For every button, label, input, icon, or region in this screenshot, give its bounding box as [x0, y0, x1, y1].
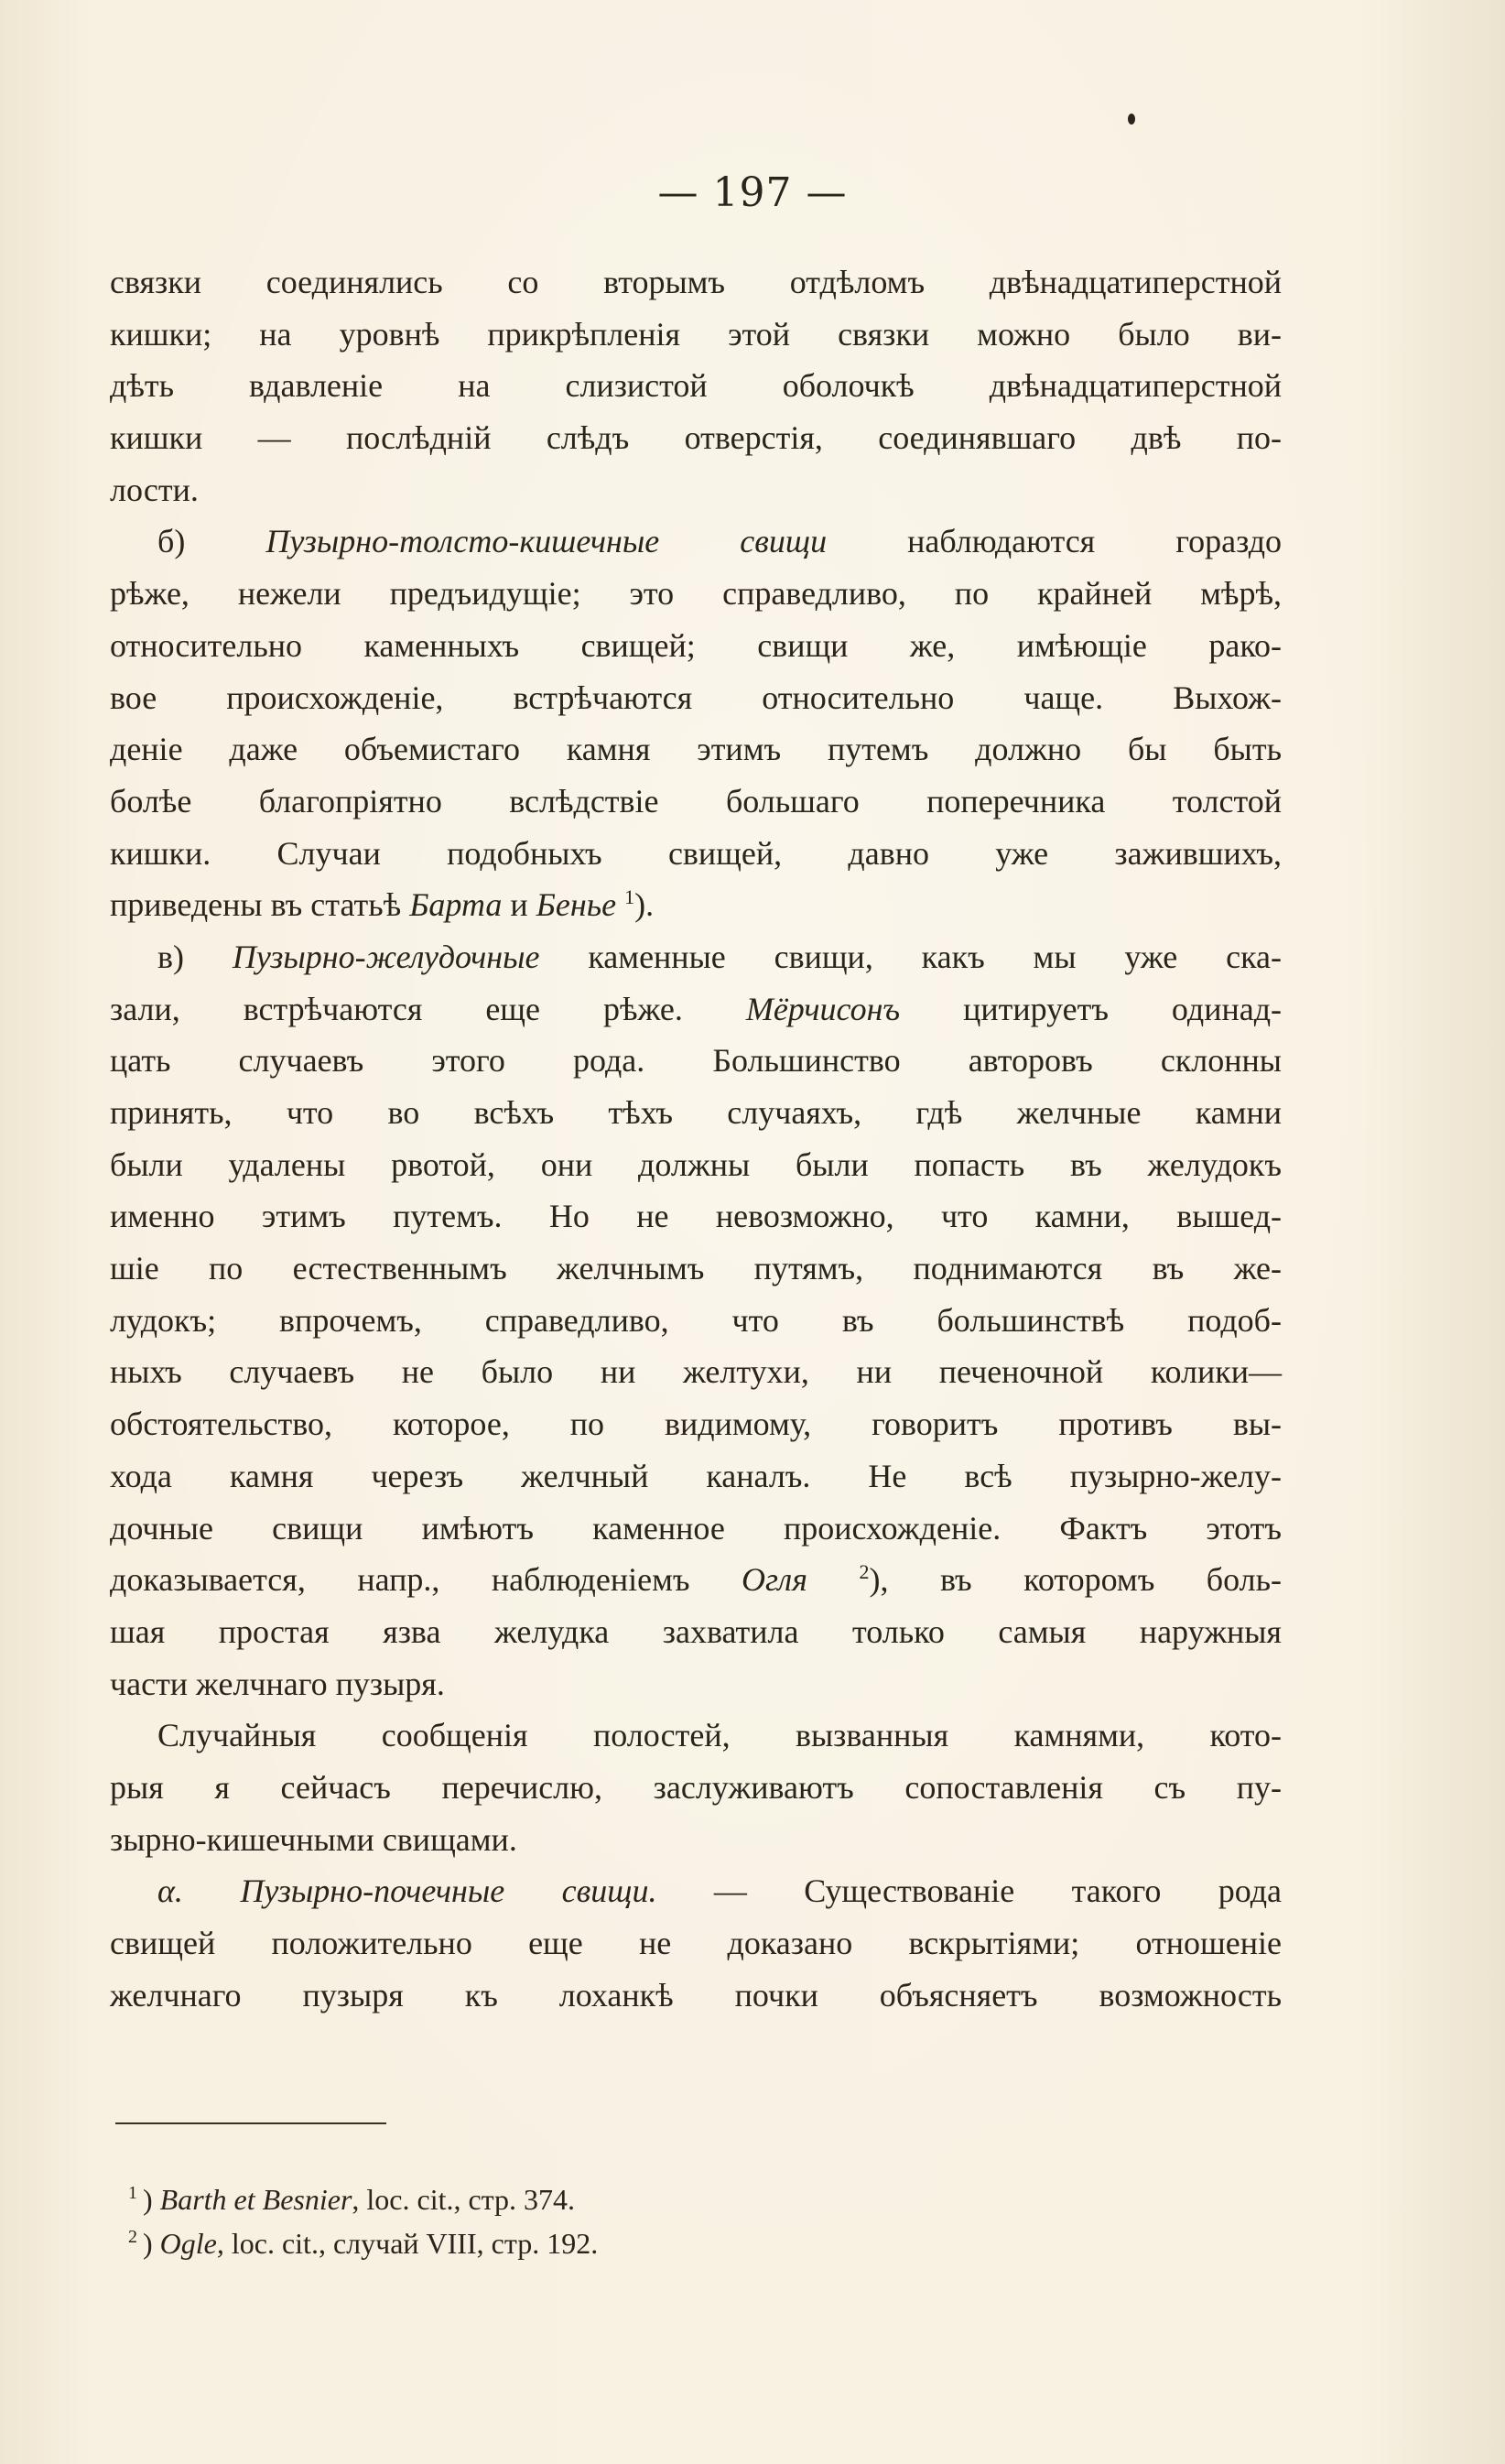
footnote-source: Barth et Besnier: [159, 2183, 352, 2216]
footnote-ref: 1: [624, 885, 635, 909]
text-line: кишки — послѣдній слѣдъ отверстія, соединявшаго двѣ по-: [110, 419, 1282, 457]
author-name: Огля: [741, 1561, 807, 1599]
footnote-source: Ogle,: [159, 2227, 224, 2260]
text-span: — Существованіе такого рода: [713, 1872, 1282, 1910]
text-line: кишки. Случаи подобныхъ свищей, давно уже зажившихъ,: [110, 834, 1282, 872]
text-span: приведены въ статьѣ: [110, 886, 402, 924]
text-line: ныхъ случаевъ не было ни желтухи, ни печеночной колики—: [110, 1353, 1282, 1391]
author-name: Мёрчисонъ: [745, 990, 901, 1027]
paragraph-v-first-line: [110, 931, 1282, 983]
footnotes: [128, 2177, 1227, 2265]
text-line: дочные свищи имѣютъ каменное происхожденіе. Фактъ этотъ: [110, 1509, 1282, 1547]
text-line: именно этимъ путемъ. Но не невозможно, что камни, вышед-: [110, 1198, 1282, 1235]
text-line: хода камня черезъ желчный каналъ. Не всѣ пузырно-желу-: [110, 1457, 1282, 1494]
footnote-paren: ): [143, 2183, 153, 2216]
author-name: Барта: [409, 886, 503, 924]
text-line: вое происхожденіе, встрѣчаются относительно чаще. Выхож-: [110, 678, 1282, 716]
footnote-text: , loc. cit., стр. 374.: [352, 2183, 576, 2216]
section-title: Пузырно-почечные свищи.: [240, 1872, 657, 1910]
text-span: цитируетъ одинад-: [963, 990, 1283, 1027]
page-number: — 197 —: [657, 169, 848, 216]
paragraph-b-first-line: [110, 516, 1282, 568]
footnote-divider: [115, 2122, 386, 2124]
text-line: желчнаго пузыря къ лоханкѣ почки объясняетъ возможность: [110, 1976, 1282, 2014]
footnote-item: [128, 2177, 1227, 2221]
paragraph-marker: α.: [157, 1872, 183, 1910]
text-line: свищей положительно еще не доказано вскрытіями; отношеніе: [110, 1925, 1282, 1961]
text-span: каменные свищи, какъ мы уже ска-: [588, 938, 1283, 975]
text-line: деніе даже объемистаго камня этимъ путемъ должно бы быть: [110, 731, 1282, 768]
text-span: и: [510, 886, 528, 924]
text-line: рыя я сейчасъ перечислю, заслуживаютъ сопоставленія съ пу-: [110, 1768, 1282, 1806]
text-line: принять, что во всѣхъ тѣхъ случаяхъ, гдѣ желчные камни: [110, 1094, 1282, 1131]
ink-speck: [1128, 114, 1135, 125]
footnote-text: loc. cit., случай VIII, стр. 192.: [223, 2227, 599, 2260]
text-line: цать случаевъ этого рода. Большинство авторовъ склонны: [110, 1042, 1282, 1080]
paragraph-v-second-line: [110, 983, 1282, 1036]
paragraph-alpha-first-line: [110, 1865, 1282, 1917]
paragraph-marker: б): [157, 523, 186, 560]
text-span: ), въ которомъ боль-: [869, 1561, 1283, 1599]
text-line: лости.: [110, 471, 199, 508]
footnote-paren: ): [143, 2227, 153, 2260]
text-line: лудокъ; впрочемъ, справедливо, что въ большинствѣ подоб-: [110, 1301, 1282, 1339]
section-title: Пузырно-толсто-кишечные свищи: [265, 523, 828, 560]
footnote-item: [128, 2221, 1227, 2265]
paragraph-v-ogle-line: [110, 1554, 1282, 1606]
footnote-ref: 2: [859, 1560, 870, 1584]
text-span: ).: [634, 886, 655, 924]
text-line: относительно каменныхъ свищей; свищи же, имѣющіе рако-: [110, 626, 1282, 664]
text-line: шая простая язва желудка захватила только самыя наружныя: [110, 1612, 1282, 1650]
text-line: шіе по естественнымъ желчнымъ путямъ, поднимаются въ же-: [110, 1250, 1282, 1287]
paragraph-marker: в): [157, 938, 184, 975]
text-span: зали, встрѣчаются еще рѣже.: [110, 990, 683, 1027]
text-line: кишки; на уровнѣ прикрѣпленія этой связки можно было ви-: [110, 315, 1282, 353]
text-line: зырно-кишечными свищами.: [110, 1820, 517, 1858]
text-line: обстоятельство, которое, по видимому, говоритъ противъ вы-: [110, 1406, 1282, 1443]
text-line: были удалены рвотой, они должны были попасть въ желудокъ: [110, 1145, 1282, 1183]
footnote-mark: 2: [128, 2227, 137, 2248]
text-line: части желчнаго пузыря.: [110, 1665, 445, 1702]
text-line: связки соединялись со вторымъ отдѣломъ двѣнадцатиперстной: [110, 264, 1282, 300]
section-title: Пузырно-желудочные: [232, 938, 540, 975]
text-line: болѣе благопріятно вслѣдствіе большаго поперечника толстой: [110, 782, 1282, 820]
text-line: рѣже, нежели предъидущіе; это справедливо, по крайней мѣрѣ,: [110, 575, 1282, 613]
text-line: дѣть вдавленіе на слизистой оболочкѣ двѣнадцатиперстной: [110, 367, 1282, 405]
footnote-mark: 1: [128, 2183, 137, 2204]
text-line: Случайныя сообщенія полостей, вызванныя камнями, кото-: [157, 1717, 1282, 1754]
paragraph-b-last-line: [110, 879, 1282, 931]
text-span: доказывается, напр., наблюденіемъ: [110, 1561, 690, 1599]
author-name: Бенье: [536, 886, 617, 924]
body-text: [110, 256, 1282, 2021]
text-span: наблюдаются гораздо: [907, 523, 1283, 560]
